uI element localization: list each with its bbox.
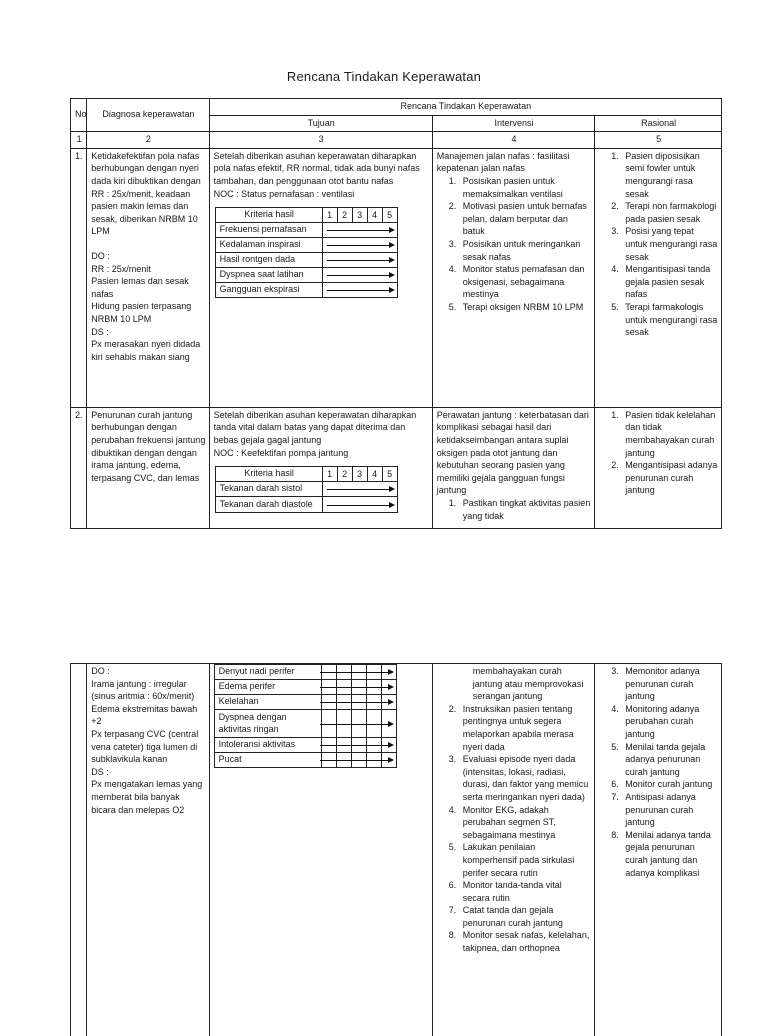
criteria-row <box>215 253 397 268</box>
care-plan-table-continued <box>70 663 722 1036</box>
list-item: 2. Terapi non farmakologi pada pasien sesak <box>621 200 718 225</box>
criteria-row <box>214 738 396 753</box>
diagnosa-text: Ketidakefektifan pola nafas berhubungan dengan nyeri dada kiri dibuktikan dengan RR : 25x/menit, keadaan pasien makin lemas dan sesak, diberikan NRBM 10 LPM <box>91 150 204 237</box>
list-item: 4. Monitor EKG, adakah perubahan segmen ST, sebagaimana mestinya <box>459 804 591 842</box>
score-header: 1 <box>322 208 337 223</box>
intervensi-list <box>437 175 591 314</box>
intervensi-continued: membahayakan curah jantung atau memprovokasi serangan jantung <box>472 666 586 702</box>
progress-arrow <box>322 238 397 253</box>
list-item: 1. Pasien tidak kelelahan dan tidak membahayakan curah jantung <box>621 409 718 459</box>
list-item: 7. Antisipasi adanya penurunan curah jantung <box>621 791 718 829</box>
list-item: 6. Monitor curah jantung <box>621 778 718 791</box>
list-item: 1. Pastikan tingkat aktivitas pasien yang tidak <box>459 497 591 522</box>
criteria-row <box>214 695 396 710</box>
criteria-label: Denyut nadi perifer <box>214 665 321 680</box>
intervensi-cell <box>432 148 594 407</box>
progress-arrow <box>381 680 396 695</box>
progress-arrow <box>322 497 397 513</box>
list-item: 4. Monitoring adanya perubahan curah jantung <box>621 703 718 741</box>
list-item: 1. Pasien diposisikan semi fowler untuk mengurangi rasa sesak <box>621 150 718 200</box>
score-header: 3 <box>352 467 367 482</box>
header-rencana: Rencana Tindakan Keperawatan <box>209 99 721 116</box>
header-diagnosa: Diagnosa keperawatan <box>87 99 209 132</box>
criteria-label: Dyspnea saat latihan <box>215 268 322 283</box>
list-item: 5. Menilai tanda gejala adanya penurunan curah jantung <box>621 741 718 779</box>
header-intervensi: Intervensi <box>432 115 594 132</box>
row-number: 2. <box>71 407 87 528</box>
criteria-label: Frekuensi pernafasan <box>215 223 322 238</box>
criteria-row <box>214 753 396 768</box>
intervensi-intro: Perawatan jantung : keterbatasan dari komplikasi sebagai hasil dari ketidakseimbangan antara suplai oksigen pada otot jantung dan kebutuhan seorang pasien yang memiliki gejala gangguan fungsi jantung <box>436 409 592 496</box>
intervensi-intro: Manajemen jalan nafas : fasilitasi kepatenan jalan nafas <box>436 150 572 174</box>
list-item: 8. Menilai adanya tanda gejala penurunan curah jantung dan adanya komplikasi <box>621 829 718 879</box>
criteria-label: Intoleransi aktivitas <box>214 738 321 753</box>
list-item: 3. Memonitor adanya penurunan curah jantung <box>621 665 718 703</box>
list-item: 5. Terapi oksigen NRBM 10 LPM <box>459 301 591 314</box>
criteria-row <box>214 680 396 695</box>
list-item: 2. Mengantisipasi adanya penurunan curah jantung <box>621 459 718 497</box>
intervensi-list <box>437 497 591 522</box>
criteria-label: Kedalaman inspirasi <box>215 238 322 253</box>
score-header: 2 <box>337 208 352 223</box>
list-item: 3. Posisikan untuk meringankan sesak nafas <box>459 238 591 263</box>
criteria-label: Pucat <box>214 753 321 768</box>
header-no: No <box>71 99 87 132</box>
score-header: 5 <box>382 208 397 223</box>
list-item: 3. Posisi yang tepat untuk mengurangi rasa sesak <box>621 225 718 263</box>
progress-arrow <box>322 482 397 497</box>
criteria-table <box>215 207 398 298</box>
list-item: 4. Monitor status pernafasan dan oksigenasi, sebagaimana mestinya <box>459 263 591 301</box>
criteria-row <box>215 238 397 253</box>
criteria-label: Hasil rontgen dada <box>215 253 322 268</box>
list-item: 5. Lakukan penilaian komperhensif pada sirkulasi perifer secara rutin <box>459 841 591 879</box>
score-header: 1 <box>322 467 337 482</box>
list-item: 2. Instruksikan pasien tentang pentingnya untuk segera melaporkan apabila merasa nyeri dada <box>459 703 591 753</box>
criteria-label: Dyspnea dengan aktivitas ringan <box>214 710 321 738</box>
intervensi-list <box>437 703 591 955</box>
list-item: 7. Catat tanda dan gejala penurunan curah jantung <box>459 904 591 929</box>
progress-arrow <box>381 753 396 768</box>
rasional-list <box>599 150 718 339</box>
rasional-list <box>599 665 718 879</box>
table-row <box>71 148 722 407</box>
criteria-row <box>214 665 396 680</box>
list-item: 4. Mengantisipasi tanda gejala pasien sesak nafas <box>621 263 718 301</box>
data-objektif-subjektif: DO : RR : 25x/menit Pasien lemas dan sesak nafas Hidung pasien terpasang NRBM 10 LPM DS : Px merasakan nyeri didada kiri sehabis makan siang <box>91 250 201 362</box>
progress-arrow <box>322 283 397 298</box>
criteria-label: Tekanan darah sistol <box>215 482 322 497</box>
score-header: 3 <box>352 208 367 223</box>
criteria-table <box>215 466 398 513</box>
diagnosa-cell <box>87 664 209 1036</box>
score-header: 4 <box>367 208 382 223</box>
tujuan-text: Setelah diberikan asuhan keperawatan diharapkan tanda vital dalam batas yang dapat diterima dan bebas gejala gagal jantung NOC : Keefektifan pompa jantung <box>213 409 417 458</box>
rasional-cell <box>595 664 722 1036</box>
list-item: 5. Terapi farmakologis untuk mengurangi rasa sesak <box>621 301 718 339</box>
row-number: 1. <box>71 148 87 407</box>
list-item: 3. Evaluasi episode nyeri dada (intensitas, lokasi, radiasi, durasi, dan faktor yang memicu serta meringankan nyeri dada) <box>459 753 591 803</box>
criteria-row <box>214 710 396 738</box>
intervensi-cell <box>432 664 594 1036</box>
progress-arrow <box>322 268 397 283</box>
criteria-label: Edema perifer <box>214 680 321 695</box>
score-header: 2 <box>337 467 352 482</box>
diagnosa-cell <box>87 407 209 528</box>
progress-arrow <box>381 665 396 680</box>
header-num-4: 4 <box>432 132 594 149</box>
rasional-cell <box>595 148 722 407</box>
criteria-row <box>215 497 397 513</box>
header-tujuan: Tujuan <box>209 115 432 132</box>
criteria-table <box>214 664 397 768</box>
page-title: Rencana Tindakan Keperawatan <box>286 69 482 84</box>
criteria-header: Kriteria hasil <box>215 467 322 482</box>
criteria-label: Gangguan ekspirasi <box>215 283 322 298</box>
table-row <box>71 664 722 1036</box>
score-header: 4 <box>367 467 382 482</box>
tujuan-cell <box>209 407 432 528</box>
header-num-3: 3 <box>209 132 432 149</box>
progress-arrow <box>322 253 397 268</box>
intervensi-cell <box>432 407 594 528</box>
data-objektif-subjektif: DO : Irama jantung : irregular (sinus aritmia : 60x/menit) Edema ekstremitas bawah +2 Px terpasang CVC (central vena cateter) tiga lumen di subklavikula kanan DS : Px mengatakan lemas yang memberat bila banyak bicara dan melepas O2 <box>91 666 203 815</box>
diagnosa-cell <box>87 148 209 407</box>
criteria-row <box>215 482 397 497</box>
criteria-header: Kriteria hasil <box>215 208 322 223</box>
rasional-list <box>599 409 718 497</box>
diagnosa-text: Penurunan curah jantung berhubungan dengan perubahan frekuensi jantung dibuktikan dengan dengan irama jantung, edema, terpasang CVC, dan lemas <box>91 409 208 483</box>
criteria-row <box>215 223 397 238</box>
list-item: 2. Motivasi pasien untuk bernafas pelan, dalam berputar dan batuk <box>459 200 591 238</box>
care-plan-table-page-1 <box>70 98 722 529</box>
criteria-row <box>215 283 397 298</box>
criteria-label: Tekanan darah diastole <box>215 497 322 513</box>
header-num-5: 5 <box>595 132 722 149</box>
rasional-cell <box>595 407 722 528</box>
progress-arrow <box>381 710 396 738</box>
criteria-row <box>215 268 397 283</box>
progress-arrow <box>381 738 396 753</box>
progress-arrow <box>322 223 397 238</box>
table-row <box>71 407 722 528</box>
tujuan-text: Setelah diberikan asuhan keperawatan diharapkan pola nafas efektif, RR normal, tidak ada bunyi nafas tambahan, dan penggunaan otot bantu nafas NOC : Status pernafasan : ventilasi <box>213 150 420 199</box>
score-header: 5 <box>382 467 397 482</box>
list-item: 6. Monitor tanda-tanda vital secara rutin <box>459 879 591 904</box>
progress-arrow <box>381 695 396 710</box>
list-item: 8. Monitor sesak nafas, kelelahan, takipnea, dan orthopnea <box>459 929 591 954</box>
list-item: 1. Posisikan pasien untuk memaksimalkan ventilasi <box>459 175 591 200</box>
criteria-label: Kelelahan <box>214 695 321 710</box>
header-num-2: 2 <box>87 132 209 149</box>
tujuan-cell <box>209 148 432 407</box>
header-num-1: 1 <box>71 132 87 149</box>
care-plan-table-page-2 <box>70 663 722 1036</box>
tujuan-cell <box>209 664 432 1036</box>
header-rasional: Rasional <box>595 115 722 132</box>
care-plan-table <box>70 98 722 529</box>
